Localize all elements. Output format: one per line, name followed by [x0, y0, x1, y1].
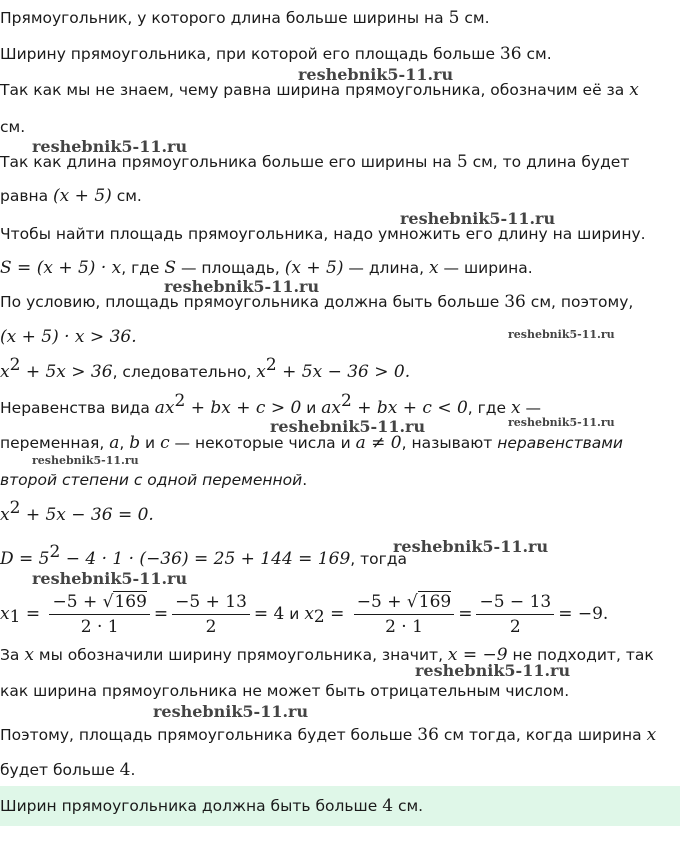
watermark: reshebnik5-11.ru — [270, 417, 426, 436]
math: 2 — [509, 617, 521, 637]
text: Ширину прямоугольника, при которой его площадь больше — [0, 45, 500, 63]
math: + 5x − 36 > 0. — [276, 362, 411, 382]
math: 36 — [417, 725, 439, 745]
text: см, поэтому, — [525, 293, 634, 311]
math: + 5x > 36 — [20, 362, 113, 382]
text: равна — [0, 187, 54, 205]
text: . — [130, 761, 136, 779]
math: ax — [154, 398, 175, 418]
watermark: reshebnik5-11.ru — [393, 537, 549, 556]
text: и — [301, 399, 322, 417]
text: и — [140, 434, 161, 452]
text: см, то длина будет — [467, 153, 630, 171]
fraction: $\frac{-5 + √169}{2 \cdot 1}$ — [49, 590, 149, 639]
text-line — [0, 470, 680, 490]
text: , — [119, 434, 130, 452]
text-line — [0, 44, 680, 64]
math: c — [160, 433, 170, 453]
text: см. — [521, 45, 552, 63]
text-line — [0, 117, 680, 137]
text-line — [0, 292, 680, 312]
math: x — [24, 645, 34, 665]
text: см. — [111, 187, 142, 205]
italic-term: неравенствами — [497, 434, 623, 452]
math: x — [256, 362, 266, 382]
watermark: reshebnik5-11.ru — [400, 209, 556, 228]
text: мы обозначили ширину прямоугольника, значит, — [33, 646, 448, 664]
math: 2 · 1 — [385, 617, 423, 637]
text: — длина, — [343, 259, 430, 277]
watermark: reshebnik5-11.ru — [32, 137, 188, 156]
watermark: reshebnik5-11.ru — [164, 277, 320, 296]
text-line — [0, 258, 680, 278]
math: 169 — [418, 592, 452, 612]
text-line — [0, 725, 680, 745]
text: — площадь, — [176, 259, 285, 277]
math: −5 + 13 — [172, 590, 250, 615]
math: 2 — [205, 617, 217, 637]
text: см. — [393, 797, 424, 815]
fraction — [172, 590, 250, 639]
text: см. — [459, 9, 490, 27]
text-line — [0, 645, 680, 665]
text: По условию, площадь прямоугольника должна быть больше — [0, 293, 505, 311]
text: Так как мы не знаем, чему равна ширина прямоугольника, обозначим её за — [0, 81, 630, 99]
math: 2 · 1 — [80, 617, 119, 637]
math: −5 − 13 — [476, 590, 554, 615]
text-line — [0, 224, 680, 244]
math: 4 — [119, 760, 131, 780]
watermark: reshebnik5-11.ru — [32, 569, 188, 588]
math: = −9. — [558, 604, 609, 624]
math: + bx + c < 0 — [351, 398, 468, 418]
italic-term: второй степени с одной переменной — [0, 471, 303, 489]
math: (x + 5) — [284, 258, 344, 278]
text-line — [0, 681, 680, 701]
text-line — [0, 498, 680, 525]
text-line — [0, 760, 680, 780]
math-exponent: 2 — [174, 391, 186, 411]
text: Ширин прямоугольника должна быть больше — [0, 797, 383, 815]
math: (x + 5) — [53, 186, 112, 206]
math: S — [164, 258, 177, 278]
math-exponent: 2 — [341, 391, 352, 411]
watermark: reshebnik5-11.ru — [298, 65, 454, 84]
text-line — [0, 355, 680, 382]
watermark: reshebnik5-11.ru — [32, 454, 139, 467]
math: −5 + — [52, 592, 103, 612]
math: a ≠ 0 — [355, 433, 402, 453]
math-exponent: 2 — [265, 355, 277, 375]
text: Прямоугольник, у которого длина больше ширины на — [0, 9, 449, 27]
text: — ширина. — [438, 259, 533, 277]
text: , тогда — [350, 550, 407, 568]
math: 5 — [448, 8, 460, 28]
math: − 4 · 1 · (−36) = 25 + 144 = 169 — [60, 549, 351, 569]
text: см тогда, когда ширина — [438, 726, 647, 744]
math: 5 — [456, 152, 468, 172]
text: Неравенства вида — [0, 399, 155, 417]
math: x — [629, 80, 639, 100]
math-subscript: 2 — [313, 607, 325, 627]
math: x — [0, 362, 10, 382]
math: (x + 5) · x > 36. — [0, 327, 137, 347]
math: S = (x + 5) · x — [0, 258, 122, 278]
fraction — [476, 590, 554, 639]
math: x — [304, 604, 314, 624]
text-line — [0, 8, 680, 28]
answer-box — [0, 786, 680, 826]
text: Поэтому, площадь прямоугольника будет больше — [0, 726, 418, 744]
math: x — [429, 258, 439, 278]
text: , называют — [401, 434, 498, 452]
text: см. — [0, 118, 26, 136]
text: . — [302, 471, 308, 489]
math: a — [109, 433, 120, 453]
math: x — [0, 604, 10, 624]
math: ax — [321, 398, 341, 418]
math-subscript: 1 — [9, 607, 21, 627]
roots-formula: $x_1$ = $\frac{-5 + √169}{2 \cdot 1}$ = $\frac{-5 + 13}{2}$ = 4 и $x_2$ = $\frac{-5 + √169}{2 \cdot 1}$ = $\frac{-5 - 13}{2}$ = −9. — [0, 592, 609, 637]
math: x — [0, 505, 10, 525]
watermark: reshebnik5-11.ru — [508, 328, 615, 341]
text: будет больше — [0, 761, 120, 779]
math: 36 — [504, 292, 526, 312]
math: b — [129, 433, 141, 453]
math: x — [510, 398, 521, 418]
text: , следовательно, — [112, 363, 257, 381]
math-exponent: 2 — [9, 498, 21, 518]
math-exponent: 2 — [49, 542, 61, 562]
text: , где — [121, 259, 165, 277]
math: 4 — [382, 796, 394, 816]
text-line — [0, 186, 680, 206]
text: Так как длина прямоугольника больше его ширины на — [0, 153, 457, 171]
math: 169 — [114, 592, 147, 612]
text: как ширина прямоугольника не может быть отрицательным числом. — [0, 682, 570, 700]
math: x — [646, 725, 657, 745]
math: + 5x − 36 = 0. — [20, 505, 154, 525]
text-line — [0, 391, 680, 418]
text: — некоторые числа и — [169, 434, 356, 452]
math: −5 + — [356, 592, 407, 612]
watermark: reshebnik5-11.ru — [508, 416, 615, 429]
text: не подходит, так — [507, 646, 654, 664]
watermark: reshebnik5-11.ru — [153, 702, 309, 721]
math: = 4 — [253, 604, 285, 624]
math: x = −9 — [447, 645, 508, 665]
text: За — [0, 646, 25, 664]
watermark: reshebnik5-11.ru — [415, 661, 571, 680]
math: 36 — [499, 44, 522, 64]
text-line — [0, 433, 680, 453]
math: + bx + c > 0 — [185, 398, 302, 418]
text: , где — [467, 399, 511, 417]
text: Чтобы найти площадь прямоугольника, надо умножить его длину на ширину. — [0, 225, 646, 243]
text: и — [284, 605, 305, 623]
text: — — [520, 399, 542, 417]
fraction: $\frac{-5 + √169}{2 \cdot 1}$ — [354, 590, 454, 639]
text: переменная, — [0, 434, 110, 452]
math-exponent: 2 — [9, 355, 21, 375]
math: D = 5 — [0, 549, 50, 569]
